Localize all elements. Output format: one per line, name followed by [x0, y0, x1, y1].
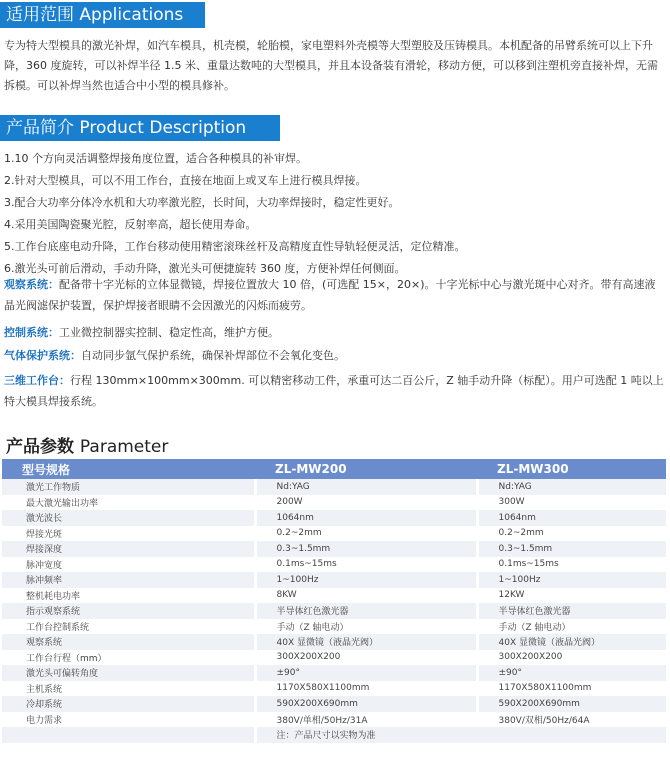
product-feature-list — [4, 148, 664, 280]
feature-key: 气体保护系统： — [4, 349, 81, 362]
spec-value-cell: 手动（Z 轴电动） — [477, 619, 666, 635]
table-row — [2, 665, 666, 681]
spec-name-cell: 激光波长 — [2, 510, 255, 526]
spec-value-cell: 380V/双相/50Hz/64A — [477, 712, 666, 728]
spec-value-cell: 40X 显微镜（液晶光阀） — [477, 634, 666, 650]
spec-name-cell: 脉冲宽度 — [2, 557, 255, 573]
table-row — [2, 495, 666, 511]
spec-name-cell: 冷却系统 — [2, 696, 255, 712]
parameter-heading-cn: 产品参数 — [6, 437, 74, 457]
spec-value-cell: 40X 显微镜（液晶光阀） — [255, 634, 477, 650]
table-row — [2, 696, 666, 712]
spec-name-cell: 焊接深度 — [2, 541, 255, 557]
header-spec: 型号规格 — [2, 459, 255, 479]
feature-text: 行程 130mm×100mm×300mm. 可以精密移动工件，承重可达二百公斤，Z 轴手动升降（标配）。用户可选配 1 吨以上特大模具焊接系统。 — [4, 374, 664, 408]
applications-text: 专为特大型模具的激光补焊，如汽车模具，机壳模，轮胎模，家电塑料外壳模等大型塑胶及压铸模具。本机配备的吊臂系统可以上下升降，360 度旋转，可以补焊半径 1.5 米、重量达数吨的大型模具，并且本设备装有滑轮，移动方便，可以移到注塑机旁直接补焊，无需拆模。可以补焊当然也适合中小型的模具修补。 — [4, 39, 658, 92]
spec-value-cell: Nd:YAG — [255, 479, 477, 495]
workbench-feature — [4, 370, 666, 412]
spec-name-cell: 工作台行程（mm） — [2, 650, 255, 666]
header-model-200: ZL-MW200 — [255, 459, 477, 479]
spec-value-cell: 590X200X690mm — [255, 696, 477, 712]
spec-value-cell: 1~100Hz — [477, 572, 666, 588]
feature-key: 观察系统： — [4, 278, 59, 291]
table-row — [2, 557, 666, 573]
spec-name-cell: 整机耗电功率 — [2, 588, 255, 604]
table-header-row — [2, 459, 666, 479]
empty-cell — [2, 727, 255, 743]
feature-key: 控制系统： — [4, 326, 59, 339]
spec-name-cell: 焊接光斑 — [2, 526, 255, 542]
observation-system-feature — [4, 274, 666, 316]
spec-value-cell: 0.3~1.5mm — [255, 541, 477, 557]
feature-text: 自动同步氩气保护系统，确保补焊部位不会氧化变色。 — [81, 349, 345, 362]
feature-text: 配备带十字光标的立体显微镜，焊接位置放大 10 倍，(可选配 15×，20×)。十字光标中心与激光斑中心对齐。带有高速液晶光阀滤保护装置，保护焊接者眼睛不会因激光的闪烁而疲劳。 — [4, 278, 656, 312]
spec-name-cell: 最大激光输出功率 — [2, 495, 255, 511]
control-system-feature — [4, 322, 666, 343]
table-row — [2, 541, 666, 557]
spec-value-cell: 8KW — [255, 588, 477, 604]
spec-value-cell: 0.2~2mm — [477, 526, 666, 542]
parameter-heading — [6, 432, 168, 457]
spec-value-cell: 0.3~1.5mm — [477, 541, 666, 557]
spec-value-cell: 0.1ms~15ms — [477, 557, 666, 573]
spec-value-cell: 380V/单相/50Hz/31A — [255, 712, 477, 728]
product-description-heading: 产品简介 Product Description — [0, 115, 280, 141]
spec-value-cell: 300W — [477, 495, 666, 511]
list-item: 5.工作台底座电动升降，工作台移动使用精密滚珠丝杆及高精度直性导轨轻便灵活，定位精准。 — [4, 240, 466, 253]
spec-value-cell: 590X200X690mm — [477, 696, 666, 712]
table-row — [2, 526, 666, 542]
list-item: 3.配合大功率分体冷水机和大功率激光腔，长时间，大功率焊接时，稳定性更好。 — [4, 196, 400, 209]
table-row — [2, 712, 666, 728]
parameter-table — [2, 459, 666, 743]
spec-name-cell: 激光工作物质 — [2, 479, 255, 495]
table-row — [2, 619, 666, 635]
spec-value-cell: ±90° — [477, 665, 666, 681]
list-item: 1.10 个方向灵活调整焊接角度位置，适合各种模具的补审焊。 — [4, 152, 307, 165]
spec-value-cell: 0.2~2mm — [255, 526, 477, 542]
table-row — [2, 650, 666, 666]
table-row — [2, 588, 666, 604]
spec-name-cell: 主机系统 — [2, 681, 255, 697]
spec-name-cell: 观察系统 — [2, 634, 255, 650]
spec-value-cell: 200W — [255, 495, 477, 511]
spec-value-cell: 1170X580X1100mm — [255, 681, 477, 697]
spec-name-cell: 指示观察系统 — [2, 603, 255, 619]
parameter-heading-en: Parameter — [79, 437, 169, 457]
feature-text: 工业微控制器实控制、稳定性高，维护方便。 — [59, 326, 279, 339]
table-row — [2, 510, 666, 526]
table-row — [2, 479, 666, 495]
table-row — [2, 603, 666, 619]
spec-value-cell: 1170X580X1100mm — [477, 681, 666, 697]
applications-heading: 适用范围 Applications — [0, 2, 205, 28]
spec-value-cell: 1064nm — [255, 510, 477, 526]
header-model-300: ZL-MW300 — [477, 459, 666, 479]
table-note: 注：产品尺寸以实物为准 — [255, 727, 666, 743]
list-item: 4.采用美国陶瓷聚光腔，反射率高，超长使用寿命。 — [4, 218, 257, 231]
table-row — [2, 681, 666, 697]
table-row — [2, 634, 666, 650]
spec-value-cell: ±90° — [255, 665, 477, 681]
spec-value-cell: 1064nm — [477, 510, 666, 526]
spec-value-cell: 手动（Z 轴电动） — [255, 619, 477, 635]
spec-value-cell: 300X200X200 — [477, 650, 666, 666]
spec-value-cell: 半导体红色激光器 — [255, 603, 477, 619]
spec-value-cell: 0.1ms~15ms — [255, 557, 477, 573]
table-note-row — [2, 727, 666, 743]
spec-value-cell: 300X200X200 — [255, 650, 477, 666]
list-item: 6.激光头可前后滑动，手动升降，激光头可便捷旋转 360 度，方便补焊任何侧面。 — [4, 262, 406, 275]
spec-name-cell: 脉冲频率 — [2, 572, 255, 588]
spec-value-cell: 半导体红色激光器 — [477, 603, 666, 619]
spec-value-cell: 1~100Hz — [255, 572, 477, 588]
spec-name-cell: 工作台控制系统 — [2, 619, 255, 635]
spec-value-cell: Nd:YAG — [477, 479, 666, 495]
list-item: 2.针对大型模具，可以不用工作台，直接在地面上或叉车上进行模具焊接。 — [4, 174, 367, 187]
table-row — [2, 572, 666, 588]
gas-protection-feature — [4, 345, 666, 366]
spec-value-cell: 12KW — [477, 588, 666, 604]
spec-name-cell: 电力需求 — [2, 712, 255, 728]
feature-key: 三维工作台： — [4, 374, 70, 387]
spec-name-cell: 激光头可偏转角度 — [2, 665, 255, 681]
